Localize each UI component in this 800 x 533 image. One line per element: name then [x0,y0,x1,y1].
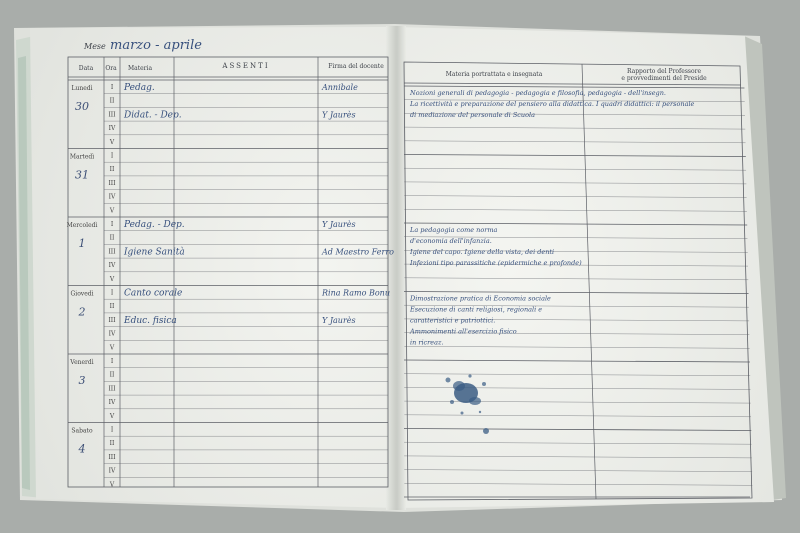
hour-label: II [109,440,115,448]
header-materia-trattata: Materia portrattata e insegnata [445,71,543,78]
hour-label: II [109,371,115,379]
hour-label: I [110,152,114,160]
header-rapporto-2: e provvedimenti del Preside [621,75,707,82]
header-rapporto-1: Rapporto del Professore [626,68,702,75]
day-number: 4 [78,442,86,456]
lesson-topic: in ricreaz. [410,338,444,347]
day-name: Giovedì [70,290,94,298]
hour-label: I [110,289,114,297]
day-name: Venerdì [70,359,94,366]
subject-entry: Pedag. - Dep. [124,220,185,230]
hour-label: V [109,344,115,352]
subject-entry: Canto corale [124,288,183,299]
hour-label: V [109,412,115,420]
hour-label: IV [108,193,116,201]
day-name: Mercoledì [66,222,98,229]
lesson-topic: Ammonimenti all'esercizio fisico [410,327,517,336]
subject-entry: Didat. - Dep. [124,110,182,121]
lesson-topic: Nozioni generali di pedagogia - pedagogia e filosofia, pedagogia - dell'insegn. [410,89,666,97]
day-number: 3 [78,374,86,387]
page-gutter [386,26,406,510]
lesson-topic: Dimostrazione pratica di Economia sociale [410,294,551,303]
teacher-signature: Y Jaurès [322,220,356,229]
teacher-signature: Ad Maestro Ferro [322,247,394,257]
lesson-topic: di mediazione del personale di Scuola [410,111,535,119]
header-materia: Materia [127,65,153,72]
subject-entry: Igiene Sanità [124,247,185,258]
hour-label: I [110,426,114,434]
day-name: Martedì [69,153,95,161]
hour-label: IV [108,262,116,270]
header-ora: Ora [105,65,117,72]
hour-label: V [109,481,115,489]
hour-label: IV [108,125,116,133]
hour-label: I [110,358,114,365]
hour-label: V [109,138,115,146]
day-number: 30 [75,100,89,113]
lesson-topic: La ricettività e preparazione del pensiero alla didattica. I quadri didattici: il personale [410,100,695,108]
month-label: Mese [84,42,106,51]
day-number: 2 [78,305,86,319]
hour-label: III [108,248,116,256]
hour-label: IV [108,467,116,475]
day-number: 1 [78,237,86,250]
day-number: 31 [75,168,89,182]
teacher-signature: Annibale [322,83,358,92]
teacher-signature: Y Jaurès [322,315,356,325]
hour-label: IV [108,399,116,407]
lesson-topic: Esecuzione di canti religiosi, regionali e [410,305,543,314]
hour-label: III [108,316,116,324]
teacher-signature: Y Jaurès [322,110,356,120]
subject-entry: Educ. fisica [124,315,177,326]
day-name: Sabato [71,427,93,435]
hour-label: II [109,97,115,105]
hour-label: III [108,111,116,119]
hour-label: I [110,221,114,228]
lesson-topic: Infezioni tipo parassitiche (epidermiche e profonde) [410,259,582,267]
lesson-topic: La pedagogia come norma [410,226,498,234]
header-data: Data [78,65,94,72]
lesson-topic: caratteristici e patriottici. [410,316,496,325]
teacher-signature: Rina Ramo Bonu [322,288,390,298]
hour-label: II [109,303,115,311]
hour-label: III [108,385,116,393]
hour-label: IV [108,330,116,338]
hour-label: V [109,207,115,215]
hour-label: V [109,275,115,283]
header-firma: Firma del docente [328,63,384,70]
lesson-topic: Igiene del capo. Igiene della vista, dei denti [410,248,555,256]
hour-label: II [109,234,115,242]
hour-label: I [110,84,114,91]
lesson-topic: d'economia dell'infanzia. [410,237,492,245]
hour-label: II [109,166,115,174]
hour-label: III [108,179,116,187]
header-assenti: ASSENTI [222,62,270,70]
day-name: Lunedì [71,85,93,92]
hour-label: III [108,453,116,461]
subject-entry: Pedag. [124,83,155,93]
month-value: marzo - aprile [110,38,202,53]
